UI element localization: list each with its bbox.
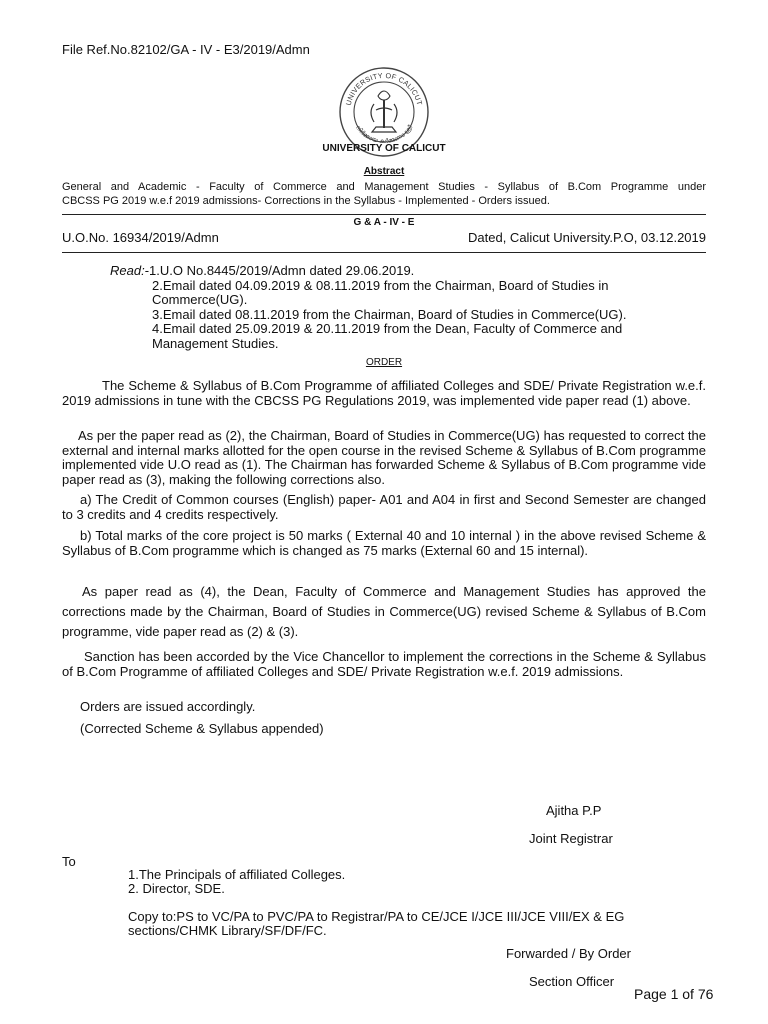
read-label: Read: (110, 263, 145, 278)
divider-bottom (62, 252, 706, 253)
seal-bottom-text: നിർമ്മായ കർമ്മണാ ശ്രീ (354, 124, 415, 146)
abstract-text (62, 180, 706, 208)
read-item-2: 2.Email dated 04.09.2019 & 08.11.2019 from the Chairman, Board of Studies in (152, 277, 609, 293)
paragraph-8: (Corrected Scheme & Syllabus appended) (80, 721, 324, 736)
abstract-line-1: General and Academic - Faculty of Commerce and Management Studies - Syllabus of B.Com Programme under (62, 181, 706, 193)
paragraph-3: a) The Credit of Common courses (English) paper- A01 and A04 in first and Second Semester are changed to 3 credits and 4 credits respectively. (62, 492, 706, 522)
dated: Dated, Calicut University.P.O, 03.12.2019 (468, 230, 706, 245)
paragraph-7: Orders are issued accordingly. (80, 699, 256, 714)
read-item-4: 4.Email dated 25.09.2019 & 20.11.2019 from the Dean, Faculty of Commerce and (152, 321, 623, 336)
signatory-name: Ajitha P.P (546, 803, 602, 818)
to-item-2: 2. Director, SDE. (128, 881, 225, 896)
copy-to-line-1: Copy to:PS to VC/PA to PVC/PA to Registrar/PA to CE/JCE I/JCE III/JCE VIII/EX & EG (128, 909, 625, 924)
read-item-2-cont: Commerce(UG). (152, 292, 248, 307)
signatory-title: Joint Registrar (529, 831, 613, 846)
file-reference: File Ref.No.82102/GA - IV - E3/2019/Admn (62, 42, 310, 57)
divider-top (62, 214, 706, 215)
paragraph-4: b) Total marks of the core project is 50 marks ( External 40 and 10 internal ) in the above revised Scheme & Syllabus of B.Com programme which is changed as 75 marks (External 60 and 15 internal). (62, 528, 706, 558)
paragraph-5: As paper read as (4), the Dean, Faculty of Commerce and Management Studies has approved the corrections made by the Chairman, Board of Studies in Commerce(UG) revised Scheme & Syllabus of B.Com programme, vide paper read as (2) & (3). (62, 584, 706, 639)
copy-to-line-2: sections/CHMK Library/SF/DF/FC. (128, 923, 327, 938)
abstract-heading: Abstract (363, 166, 405, 177)
section-code: G & A - IV - E (353, 217, 415, 228)
to-item-1: 1.The Principals of affiliated Colleges. (128, 867, 346, 882)
paragraph-2: As per the paper read as (2), the Chairman, Board of Studies in Commerce(UG) has requested to correct the external and internal marks allotted for the open course in the revised Scheme & Syllabus of B.Com programme implemented vide U.O read as (1). The Chairman has forwarded Scheme & Syllabus of B.Com programme vide paper read as (3), making the following corrections also. (62, 428, 706, 487)
abstract-line-2: CBCSS PG 2019 w.e.f 2019 admissions- Corrections in the Syllabus - Implemented - Orders issued. (62, 195, 550, 207)
paragraph-6: Sanction has been accorded by the Vice Chancellor to implement the corrections in the Scheme & Syllabus of B.Com Programme of affiliated Colleges and SDE/ Private Registration w.e.f. 2019 admissions. (62, 649, 706, 679)
section-officer: Section Officer (529, 974, 615, 989)
page-indicator: Page 1 of 76 (634, 986, 714, 1002)
uo-number: U.O.No. 16934/2019/Admn (62, 230, 219, 245)
to-label: To (62, 854, 76, 869)
paragraph-1: The Scheme & Syllabus of B.Com Programme of affiliated Colleges and SDE/ Private Registration w.e.f. 2019 admissions in tune with the CBCSS PG Regulations 2019, was implemented vide paper read (1) above. (62, 378, 706, 408)
read-references (110, 264, 710, 351)
read-item-4-cont: Management Studies. (152, 335, 279, 351)
forwarded-by-order: Forwarded / By Order (506, 946, 631, 961)
order-heading: ORDER (365, 357, 403, 368)
seal-top-text: UNIVERSITY OF CALICUT (343, 70, 425, 107)
university-name: UNIVERSITY OF CALICUT (322, 143, 446, 154)
read-item-3: 3.Email dated 08.11.2019 from the Chairman, Board of Studies in Commerce(UG). (152, 306, 627, 322)
read-item-1: -1.U.O No.8445/2019/Admn dated 29.06.2019. (144, 263, 415, 278)
